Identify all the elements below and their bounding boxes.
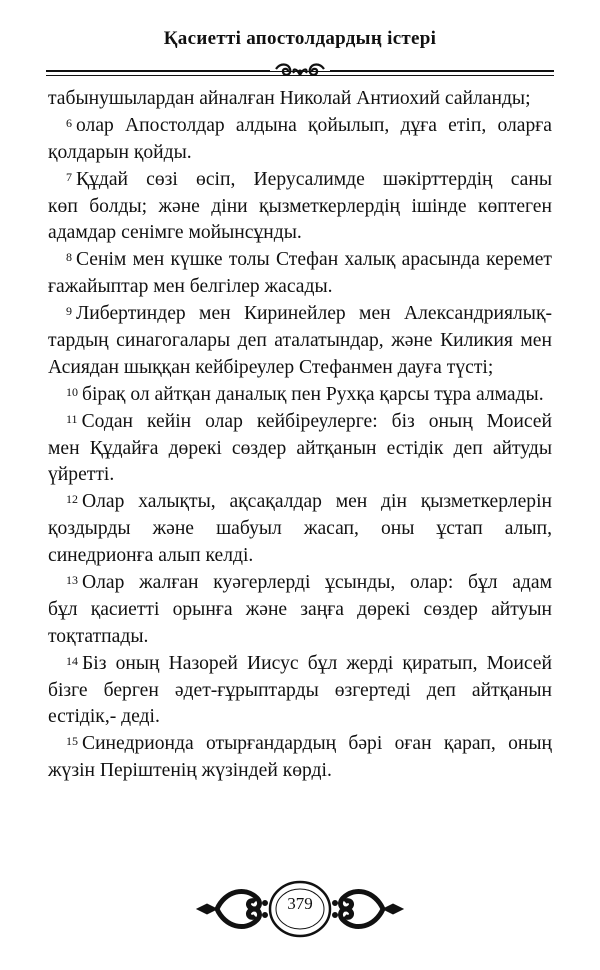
verse-paragraph bbox=[48, 489, 552, 570]
line-text: тоқтатпады. bbox=[48, 625, 149, 647]
header-ornament-icon bbox=[270, 63, 330, 81]
text-line bbox=[48, 436, 552, 463]
verse-paragraph bbox=[48, 382, 552, 409]
text-line bbox=[48, 516, 552, 543]
line-text: ғажайыптар мен белгілер жасады. bbox=[48, 276, 333, 298]
text-line bbox=[48, 274, 552, 301]
verse-number: 13 bbox=[66, 573, 78, 588]
line-text: Біз оның Назорей Иисус бұл жерді қиратып, Моисей bbox=[82, 652, 552, 674]
text-line bbox=[48, 140, 552, 167]
text-line bbox=[48, 597, 552, 624]
text-line bbox=[48, 678, 552, 705]
line-text: Асиядан шыққан кейбіреулер Стефанмен дауға түсті; bbox=[48, 356, 494, 378]
verse-number: 12 bbox=[66, 492, 78, 507]
line-text: табынушылардан айналған Николай Антиохий сайланды; bbox=[48, 88, 531, 109]
verse-number: 11 bbox=[66, 411, 78, 426]
line-text: Олар халықты, ақсақалдар мен дін қызметкерлерін bbox=[82, 491, 552, 513]
line-text: бірақ ол айтқан даналық пен Рухқа қарсы тұра алмады. bbox=[82, 383, 544, 405]
line-text: адамдар сенімге мойынсұнды. bbox=[48, 222, 302, 244]
text-line bbox=[48, 570, 552, 597]
text-line bbox=[48, 731, 552, 758]
text-line bbox=[48, 247, 552, 274]
line-text: Сенім мен күшке толы Стефан халық арасында керемет bbox=[76, 249, 552, 271]
running-header-title: Қасиетті апостолдардың істері bbox=[163, 28, 437, 49]
verse-number: 8 bbox=[66, 250, 72, 265]
text-line bbox=[48, 301, 552, 328]
text-line bbox=[48, 624, 552, 651]
verse-number: 10 bbox=[66, 384, 78, 399]
line-text: қолдарын қойды. bbox=[48, 141, 192, 163]
verse-paragraph bbox=[48, 86, 552, 113]
text-line bbox=[48, 220, 552, 247]
line-text: Синедрионда отырғандардың бәрі оған қарап, оның bbox=[82, 733, 552, 755]
line-text: көп болды; және діни қызметкерлердің ішінде көптеген bbox=[48, 195, 552, 217]
page-body-text bbox=[48, 86, 552, 785]
line-text: қоздырды және шабуыл жасап, оны ұстап алып, bbox=[48, 518, 552, 540]
verse-number: 14 bbox=[66, 653, 78, 668]
verse-number: 9 bbox=[66, 304, 72, 319]
text-line bbox=[48, 409, 552, 436]
text-line bbox=[48, 489, 552, 516]
line-text: Содан кейін олар кейбіреулерге: біз оның Моисей bbox=[81, 410, 552, 432]
line-text: жүзін Періштенің жүзіндей көрді. bbox=[48, 760, 332, 782]
page-number: 379 bbox=[287, 894, 313, 913]
verse-paragraph bbox=[48, 247, 552, 301]
line-text: Олар жалған куәгерлерді ұсынды, олар: бұл адам bbox=[82, 572, 552, 594]
line-text: мен Құдайға дөрекі сөздер айтқанын естідік деп айтуды bbox=[48, 437, 552, 459]
text-line bbox=[48, 462, 552, 489]
line-text: олар Апостолдар алдына қойылып, дұға етіп, оларға bbox=[76, 114, 552, 136]
verse-paragraph bbox=[48, 409, 552, 490]
line-text: бұл қасиетті орынға және заңға дөрекі сөздер айтуын bbox=[48, 598, 552, 620]
text-line bbox=[48, 382, 552, 409]
verse-paragraph bbox=[48, 167, 552, 248]
verse-paragraph bbox=[48, 113, 552, 167]
verse-paragraph bbox=[48, 731, 552, 785]
text-line bbox=[48, 355, 552, 382]
line-text: Құдай сөзі өсіп, Иерусалимде шәкірттердің саны bbox=[76, 168, 552, 190]
text-line bbox=[48, 86, 552, 113]
verse-paragraph bbox=[48, 570, 552, 651]
text-line bbox=[48, 543, 552, 570]
text-line bbox=[48, 704, 552, 731]
text-line bbox=[48, 167, 552, 194]
line-text: естідік,- деді. bbox=[48, 706, 160, 728]
text-line bbox=[48, 194, 552, 221]
verse-number: 6 bbox=[66, 115, 72, 130]
text-line bbox=[48, 758, 552, 785]
line-text: Либертиндер мен Киринейлер мен Александриялық- bbox=[76, 303, 552, 325]
text-line bbox=[48, 113, 552, 140]
verse-paragraph bbox=[48, 301, 552, 382]
line-text: тардың синагогалары деп аталатындар, және Киликия мен bbox=[48, 330, 552, 352]
line-text: бізге берген әдет-ғұрыптарды өзгертеді деп айтқанын bbox=[48, 679, 552, 701]
line-text: үйретті. bbox=[48, 464, 115, 486]
verse-number: 7 bbox=[66, 169, 72, 184]
verse-number: 15 bbox=[66, 734, 78, 749]
text-line bbox=[48, 651, 552, 678]
text-line bbox=[48, 328, 552, 355]
verse-paragraph bbox=[48, 651, 552, 732]
line-text: синедрионға алып келді. bbox=[48, 545, 254, 567]
